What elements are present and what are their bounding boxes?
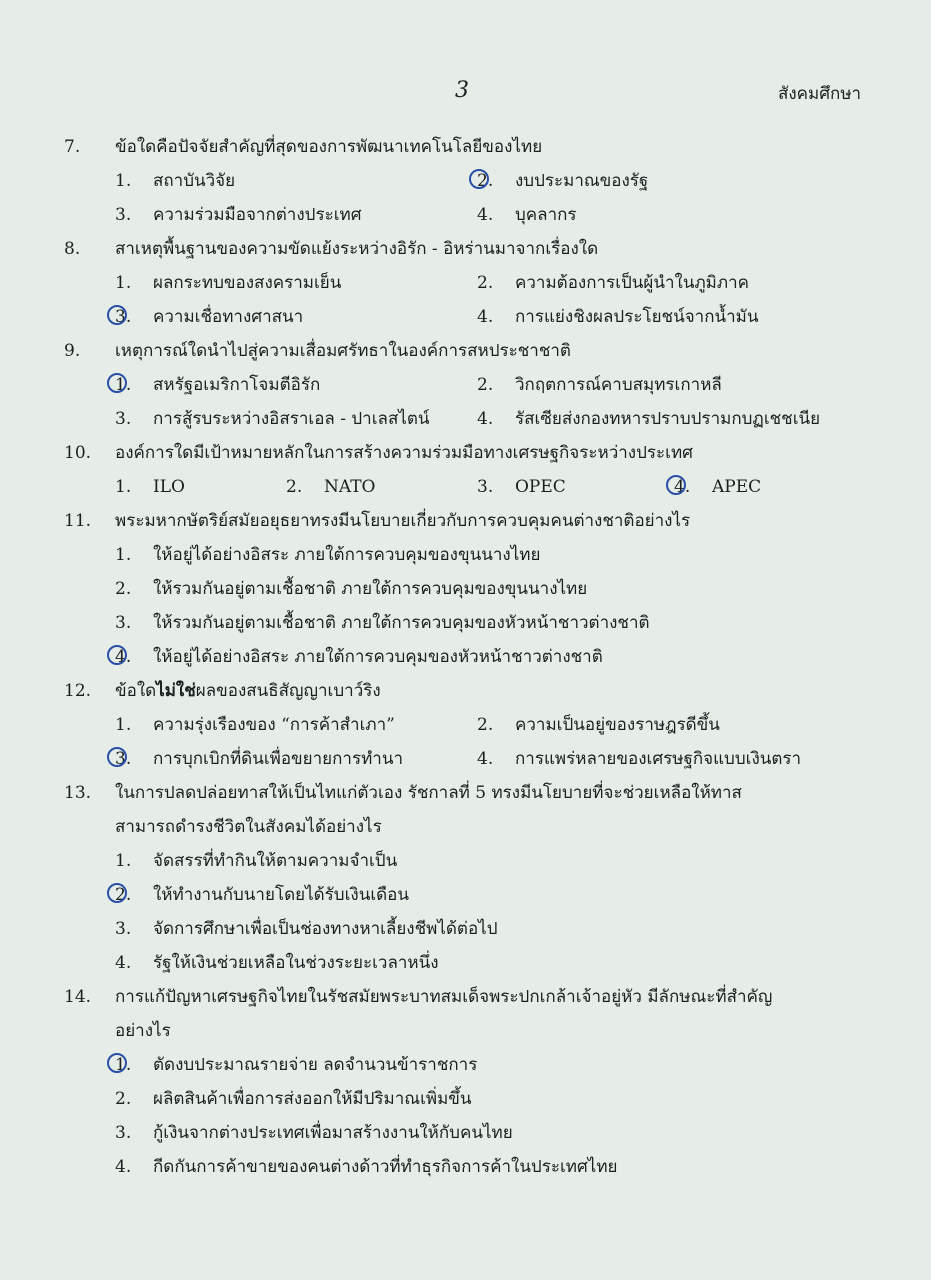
- question-number: 8.: [64, 239, 81, 259]
- option-1: 1. ตัดงบประมาณรายจ่าย ลดจำนวนข้าราชการ: [0, 1048, 931, 1082]
- question-11: [0, 504, 931, 538]
- subject-title: สังคมศึกษา: [778, 84, 862, 104]
- option-3: 3. กู้เงินจากต่างประเทศเพื่อมาสร้างงานให้กับคนไทย: [115, 1123, 513, 1143]
- option-1: 1. ผลกระทบของสงครามเย็น: [115, 273, 342, 293]
- option-2: 2. ผลิตสินค้าเพื่อการส่งออกให้มีปริมาณเพิ่มขึ้น: [115, 1089, 472, 1109]
- option-4: 4. ให้อยู่ได้อย่างอิสระ ภายใต้การควบคุมของหัวหน้าชาวต่างชาติ: [0, 640, 931, 674]
- question-text: องค์การใดมีเป้าหมายหลักในการสร้างความร่วมมือทางเศรษฐกิจระหว่างประเทศ: [115, 443, 693, 463]
- page-number: 3: [455, 78, 469, 103]
- answer-mark: [107, 1053, 127, 1073]
- option-1: 1. สถาบันวิจัย: [115, 171, 236, 191]
- question-number: 9.: [64, 341, 81, 361]
- question-number: 10.: [64, 443, 92, 463]
- option-4: 4. APEC: [674, 477, 762, 497]
- options-row: [0, 708, 931, 742]
- page-header: [0, 72, 931, 112]
- option-4: 4. บุคลากร: [477, 205, 577, 225]
- option-1: 1. ความรุ่งเรืองของ “การค้าสำเภา”: [115, 715, 395, 735]
- question-number: 7.: [64, 137, 81, 157]
- option-1: 1. ให้อยู่ได้อย่างอิสระ ภายใต้การควบคุมของขุนนางไทย: [115, 545, 541, 565]
- question-13: [0, 776, 931, 810]
- options-row: [0, 164, 931, 198]
- question-text-continued: สามารถดำรงชีวิตในสังคมได้อย่างไร: [115, 817, 382, 837]
- option-2: 2. วิกฤตการณ์คาบสมุทรเกาหลี: [477, 375, 722, 395]
- question-list: [0, 130, 931, 1184]
- options-row: [0, 368, 931, 402]
- question-text: ข้อใดไม่ใช่ผลของสนธิสัญญาเบาว์ริง: [115, 681, 381, 701]
- option-4: 4. การแพร่หลายของเศรษฐกิจแบบเงินตรา: [477, 749, 802, 769]
- options-row: [0, 470, 931, 504]
- options-row: [0, 198, 931, 232]
- question-8: [0, 232, 931, 266]
- options-row: [0, 742, 931, 776]
- option-2: 2. ความต้องการเป็นผู้นำในภูมิภาค: [477, 273, 749, 293]
- answer-mark: [107, 645, 127, 665]
- question-text: เหตุการณ์ใดนำไปสู่ความเสื่อมศรัทธาในองค์การสหประชาชาติ: [115, 341, 571, 361]
- option-3: 3. OPEC: [477, 477, 566, 497]
- question-text: สาเหตุพื้นฐานของความขัดแย้งระหว่างอิรัก - อิหร่านมาจากเรื่องใด: [115, 239, 599, 259]
- question-number: 11.: [64, 511, 92, 531]
- answer-mark: [107, 373, 127, 393]
- option-1: 1. สหรัฐอเมริกาโจมตีอิรัก: [115, 375, 321, 395]
- option-3: 3. การบุกเบิกที่ดินเพื่อขยายการทำนา: [115, 749, 404, 769]
- question-7: [0, 130, 931, 164]
- answer-mark: [666, 475, 686, 495]
- options-row: [0, 402, 931, 436]
- option-4: 4. รัฐให้เงินช่วยเหลือในช่วงระยะเวลาหนึ่ง: [115, 953, 439, 973]
- question-12: [0, 674, 931, 708]
- option-4: 4. รัสเซียส่งกองทหารปราบปรามกบฏเชชเนีย: [477, 409, 821, 429]
- option-2: 2. งบประมาณของรัฐ: [477, 171, 649, 191]
- question-text: ข้อใดคือปัจจัยสำคัญที่สุดของการพัฒนาเทคโนโลยีของไทย: [115, 137, 543, 157]
- emphasis-text: ไม่ใช่: [156, 681, 196, 701]
- option-2: 2. NATO: [286, 477, 376, 497]
- option-2: 2. ความเป็นอยู่ของราษฎรดีขึ้น: [477, 715, 720, 735]
- options-row: [0, 300, 931, 334]
- option-2: 2. ให้รวมกันอยู่ตามเชื้อชาติ ภายใต้การควบคุมของขุนนางไทย: [115, 579, 588, 599]
- option-3: 3. จัดการศึกษาเพื่อเป็นช่องทางหาเลี้ยงชีพได้ต่อไป: [115, 919, 498, 939]
- answer-mark: [107, 883, 127, 903]
- option-1: 1. จัดสรรที่ทำกินให้ตามความจำเป็น: [115, 851, 398, 871]
- question-10: [0, 436, 931, 470]
- options-row: [0, 266, 931, 300]
- option-3: 3. ให้รวมกันอยู่ตามเชื้อชาติ ภายใต้การควบคุมของหัวหน้าชาวต่างชาติ: [115, 613, 650, 633]
- option-3: 3. ความเชื่อทางศาสนา: [115, 307, 304, 327]
- answer-mark: [107, 305, 127, 325]
- option-2: 2. ให้ทำงานกับนายโดยได้รับเงินเดือน: [0, 878, 931, 912]
- question-number: 14.: [64, 987, 92, 1007]
- question-number: 13.: [64, 783, 92, 803]
- answer-mark: [469, 169, 489, 189]
- question-number: 12.: [64, 681, 92, 701]
- question-9: [0, 334, 931, 368]
- question-14: [0, 980, 931, 1014]
- answer-mark: [107, 747, 127, 767]
- question-text: พระมหากษัตริย์สมัยอยุธยาทรงมีนโยบายเกี่ยวกับการควบคุมคนต่างชาติอย่างไร: [115, 511, 691, 531]
- option-3: 3. ความร่วมมือจากต่างประเทศ: [115, 205, 362, 225]
- question-text: การแก้ปัญหาเศรษฐกิจไทยในรัชสมัยพระบาทสมเด็จพระปกเกล้าเจ้าอยู่หัว มีลักษณะที่สำคัญ: [115, 987, 773, 1007]
- question-text-continued: อย่างไร: [115, 1021, 171, 1041]
- option-1: 1. ILO: [115, 477, 185, 497]
- question-text: ในการปลดปล่อยทาสให้เป็นไทแก่ตัวเอง รัชกาลที่ 5 ทรงมีนโยบายที่จะช่วยเหลือให้ทาส: [115, 783, 742, 803]
- option-4: 4. การแย่งชิงผลประโยชน์จากน้ำมัน: [477, 307, 759, 327]
- option-3: 3. การสู้รบระหว่างอิสราเอล - ปาเลสไตน์: [115, 409, 430, 429]
- option-4: 4. กีดกันการค้าขายของคนต่างด้าวที่ทำธุรกิจการค้าในประเทศไทย: [115, 1157, 618, 1177]
